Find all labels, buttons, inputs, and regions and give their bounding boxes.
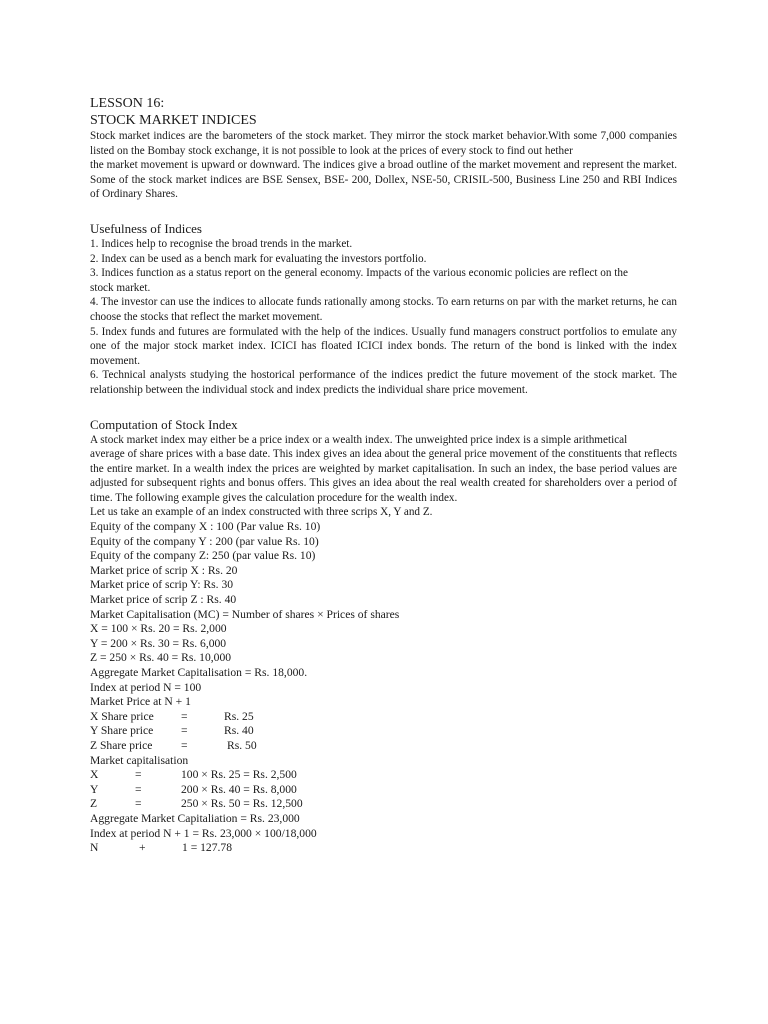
usefulness-item: 2. Index can be used as a bench mark for evaluating the investors portfolio. [90, 252, 427, 265]
final-n: N [90, 841, 99, 855]
calc-line: Market price of scrip X : Rs. 20 [90, 563, 238, 577]
usefulness-item: 1. Indices help to recognise the broad trends in the market. [90, 237, 353, 250]
mc-value: 250 × Rs. 50 = Rs. 12,500 [181, 797, 303, 811]
share-value: Rs. 25 [224, 709, 254, 723]
calc-line: Y = 200 × Rs. 30 = Rs. 6,000 [90, 636, 227, 650]
mc-eq: = [135, 797, 142, 811]
share-value: Rs. 50 [227, 738, 257, 752]
usefulness-item: 3. Indices function as a status report on the general economy. Impacts of the various economic policies are reflect on the [90, 267, 628, 280]
final-value: 1 = 127.78 [182, 841, 233, 855]
lesson-title: STOCK MARKET INDICES [90, 113, 257, 128]
mc-label: Y [90, 782, 99, 796]
share-price-row [90, 739, 677, 754]
share-price-row [90, 724, 677, 739]
intro-paragraph-1: Stock market indices are the barometers of the stock market. They mirror the stock market behavior.With some 7,000 companies listed on the Bombay stock exchange, it is not possible to look at the prices of every stock to find out hether [90, 130, 677, 157]
document-page [90, 96, 677, 856]
calc-line: X = 100 × Rs. 20 = Rs. 2,000 [90, 622, 227, 636]
mc-label: Z [90, 797, 98, 811]
calc-line: Market Price at N + 1 [90, 695, 191, 709]
mc-row [90, 783, 677, 798]
calc-line: Market price of scrip Z : Rs. 40 [90, 593, 237, 607]
lesson-number: LESSON 16: [90, 96, 165, 111]
usefulness-item: stock market. [90, 281, 151, 294]
calc-line: Market Capitalisation (MC) = Number of shares × Prices of shares [90, 607, 400, 621]
mc-value: 200 × Rs. 40 = Rs. 8,000 [181, 782, 297, 796]
calc-line: Equity of the company Y : 200 (par value Rs. 10) [90, 534, 319, 548]
mc-eq: = [135, 768, 142, 782]
mc-label: X [90, 768, 99, 782]
usefulness-item: 6. Technical analysts studying the hostorical performance of the indices predict the future movement of the stock market. The relationship between the individual stock and index predicts the individual share price movement. [90, 369, 677, 396]
computation-heading: Computation of Stock Index [90, 416, 238, 432]
mc-row [90, 797, 677, 812]
calc-line: Aggregate Market Capitaliation = Rs. 23,000 [90, 811, 300, 825]
calc-line: Index at period N + 1 = Rs. 23,000 × 100/18,000 [90, 826, 317, 840]
share-label: Y Share price [90, 724, 154, 738]
share-eq: = [181, 724, 188, 738]
mc-value: 100 × Rs. 25 = Rs. 2,500 [181, 768, 297, 782]
mc-eq: = [135, 782, 142, 796]
usefulness-item: 5. Index funds and futures are formulated with the help of the indices. Usually fund managers construct portfolios to emulate any one of the major stock market index. ICICI has floated ICICI index bonds. The return of the bond is linked with the index movement. [90, 325, 677, 367]
computation-paragraph: average of share prices with a base date. This index gives an idea about the general price movement of the constituents that reflects the entire market. In a wealth index the prices are weighted by market capitalisation. In such an index, the base period values are adjusted for subsequent rights and bonus offers. This gives an idea about the real wealth created for shareholders over a period of time. The following example gives the calculation procedure for the wealth index. [90, 448, 677, 504]
share-value: Rs. 40 [224, 724, 254, 738]
intro-paragraph-2: the market movement is upward or downward. The indices give a broad outline of the market movement and represent the market. Some of the stock market indices are BSE Sensex, BSE- 200, Dollex, NSE-50, CRISIL-500, Business Line 250 and RBI Indices of Ordinary Shares. [90, 159, 677, 201]
final-index-row [90, 841, 677, 856]
usefulness-item: 4. The investor can use the indices to allocate funds rationally among stocks. To earn returns on par with the market returns, he can choose the stocks that reflect the market movement. [90, 296, 677, 323]
calc-line: Market price of scrip Y: Rs. 30 [90, 578, 234, 592]
share-eq: = [181, 709, 188, 723]
share-label: X Share price [90, 709, 154, 723]
share-label: Z Share price [90, 738, 153, 752]
calc-line: Equity of the company X : 100 (Par value Rs. 10) [90, 520, 321, 534]
calc-line: Aggregate Market Capitalisation = Rs. 18,000. [90, 666, 308, 679]
share-price-row [90, 710, 677, 725]
calc-line: Equity of the company Z: 250 (par value Rs. 10) [90, 549, 316, 563]
share-eq: = [181, 738, 188, 752]
computation-paragraph: Let us take an example of an index constructed with three scrips X, Y and Z. [90, 506, 433, 519]
calc-line: Index at period N = 100 [90, 680, 202, 694]
mc-heading: Market capitalisation [90, 753, 189, 767]
mc-row [90, 768, 677, 783]
calc-line: Z = 250 × Rs. 40 = Rs. 10,000 [90, 651, 232, 665]
computation-paragraph: A stock market index may either be a price index or a wealth index. The unweighted price index is a simple arithmetical [90, 433, 628, 446]
final-plus: + [139, 841, 146, 855]
usefulness-heading: Usefulness of Indices [90, 220, 202, 236]
